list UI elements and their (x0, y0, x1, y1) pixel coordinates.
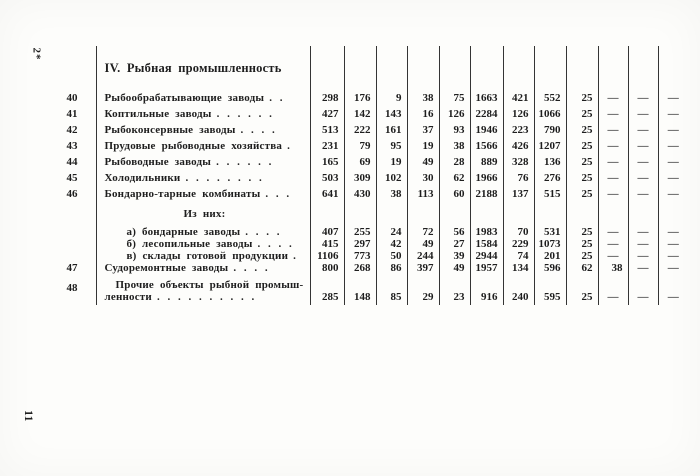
value-cell: 79 (344, 138, 376, 154)
value-cell: — (628, 90, 658, 106)
dot-leader: . . . . . . . . (185, 172, 262, 184)
row-label-cell (96, 154, 310, 170)
table-row (42, 138, 688, 154)
value-cell: 161 (376, 122, 407, 138)
value-cell: 126 (503, 106, 534, 122)
row-label-cell (96, 226, 310, 238)
value-cell: 27 (439, 238, 470, 250)
value-cell: 28 (439, 154, 470, 170)
value-cell: 328 (503, 154, 534, 170)
value-cell: 1946 (470, 122, 503, 138)
value-cell: — (667, 291, 679, 303)
value-cell (310, 202, 344, 226)
table-row (42, 170, 688, 186)
value-cell: — (628, 106, 658, 122)
row-number (42, 46, 96, 90)
value-cell: 2944 (470, 250, 503, 262)
value-cell: 552 (534, 90, 566, 106)
value-cell (598, 202, 628, 226)
value-cell (628, 46, 658, 90)
value-cell: 25 (566, 238, 598, 250)
table-row (42, 90, 688, 106)
value-cell: 223 (503, 122, 534, 138)
value-cell: 1983 (470, 226, 503, 238)
value-cell: — (628, 274, 658, 305)
value-cell: 70 (503, 226, 534, 238)
row-label: Рыбообрабатывающие заводы . . (104, 92, 283, 104)
row-number (42, 238, 96, 250)
value-cell: 25 (566, 226, 598, 238)
value-cell: 240 (503, 274, 534, 305)
value-cell: 407 (310, 226, 344, 238)
value-cell: 148 (344, 274, 376, 305)
dot-leader: . . . . . . . . . . (156, 290, 255, 303)
row-label-cell (96, 202, 310, 226)
table-row (42, 154, 688, 170)
value-cell: — (598, 138, 628, 154)
value-cell: 85 (376, 274, 407, 305)
row-label: а) бондарные заводы . . . . (126, 225, 280, 238)
value-cell: 136 (534, 154, 566, 170)
value-cell (407, 202, 439, 226)
value-cell: 1957 (470, 262, 503, 274)
value-cell (439, 202, 470, 226)
row-label-cell (96, 106, 310, 122)
row-label: Из них: (183, 208, 226, 220)
table-row (42, 106, 688, 122)
value-cell: — (628, 138, 658, 154)
dot-leader: . . . . . . (216, 156, 272, 168)
value-cell: 2284 (470, 106, 503, 122)
value-cell (534, 46, 566, 90)
value-cell: 1073 (534, 238, 566, 250)
value-cell: 113 (407, 186, 439, 202)
value-cell: — (598, 238, 628, 250)
row-label: б) лесопильные заводы . . . . (126, 237, 292, 250)
value-cell: 38 (376, 186, 407, 202)
value-cell: 76 (503, 170, 534, 186)
value-cell: — (667, 188, 679, 200)
value-cell: — (667, 237, 679, 250)
row-label-cell (96, 274, 310, 305)
value-cell: 25 (566, 122, 598, 138)
dot-leader: . . (269, 92, 283, 104)
value-cell: — (667, 261, 679, 274)
value-cell: — (667, 249, 679, 262)
table-row (42, 274, 688, 305)
value-cell: 38 (407, 90, 439, 106)
signature-mark: 2* (30, 47, 43, 61)
value-cell: 24 (376, 226, 407, 238)
value-cell: 23 (439, 274, 470, 305)
table-row (42, 250, 688, 262)
value-cell: — (598, 186, 628, 202)
value-cell: — (628, 154, 658, 170)
value-cell: 503 (310, 170, 344, 186)
value-cell: — (628, 226, 658, 238)
value-cell: 430 (344, 186, 376, 202)
row-label-cell (96, 186, 310, 202)
dot-leader: . . . . (245, 225, 280, 238)
row-number: 46 (66, 188, 78, 200)
row-number: 43 (66, 140, 78, 152)
value-cell: 421 (503, 90, 534, 106)
value-cell: — (628, 170, 658, 186)
value-cell: 39 (439, 250, 470, 262)
value-cell: 25 (566, 170, 598, 186)
value-cell: 102 (376, 170, 407, 186)
value-cell: 25 (566, 90, 598, 106)
value-cell: 773 (344, 250, 376, 262)
dot-leader: . (293, 249, 296, 262)
value-cell: 56 (439, 226, 470, 238)
value-cell: 49 (439, 262, 470, 274)
value-cell (344, 202, 376, 226)
value-cell: 255 (344, 226, 376, 238)
value-cell (628, 202, 658, 226)
row-label: Судоремонтные заводы . . . . (104, 261, 268, 274)
value-cell (376, 46, 407, 90)
value-cell: 29 (407, 274, 439, 305)
value-cell: 134 (503, 262, 534, 274)
row-label: Рыбоводные заводы . . . . . . (104, 156, 272, 168)
value-cell: 38 (439, 138, 470, 154)
value-cell: 16 (407, 106, 439, 122)
value-cell (566, 46, 598, 90)
value-cell: 86 (376, 262, 407, 274)
value-cell: 9 (376, 90, 407, 106)
value-cell: — (628, 238, 658, 250)
row-number: 42 (66, 124, 78, 136)
value-cell: 309 (344, 170, 376, 186)
value-cell: 143 (376, 106, 407, 122)
value-cell: — (667, 108, 679, 120)
row-label: Рыбоконсервные заводы . . . . (104, 124, 275, 136)
row-label-cell (96, 262, 310, 274)
value-cell: 800 (310, 262, 344, 274)
value-cell: 515 (534, 186, 566, 202)
value-cell: 297 (344, 238, 376, 250)
value-cell: — (628, 250, 658, 262)
value-cell: 25 (566, 138, 598, 154)
row-label: в) склады готовой продукции . (126, 249, 296, 262)
value-cell: 231 (310, 138, 344, 154)
value-cell (566, 202, 598, 226)
row-label-cell (96, 170, 310, 186)
value-cell: 75 (439, 90, 470, 106)
row-label: IV. Рыбная промышленность (104, 60, 282, 75)
row-label-cell (96, 250, 310, 262)
value-cell: — (598, 226, 628, 238)
row-label-cell (96, 90, 310, 106)
value-cell: — (598, 274, 628, 305)
table-row (42, 262, 688, 274)
value-cell: 93 (439, 122, 470, 138)
table-row (42, 46, 688, 90)
value-cell: 1106 (310, 250, 344, 262)
value-cell (310, 46, 344, 90)
value-cell: 285 (310, 274, 344, 305)
value-cell: 889 (470, 154, 503, 170)
dot-leader: . (287, 140, 290, 152)
value-cell: — (628, 122, 658, 138)
value-cell: 19 (407, 138, 439, 154)
row-label-cell (96, 46, 310, 90)
value-cell: 1066 (534, 106, 566, 122)
row-number: 48 (66, 282, 78, 294)
value-cell: — (598, 106, 628, 122)
value-cell: 137 (503, 186, 534, 202)
value-cell: 641 (310, 186, 344, 202)
value-cell: 60 (439, 186, 470, 202)
value-cell: 276 (534, 170, 566, 186)
row-label-cell (96, 122, 310, 138)
value-cell (658, 46, 688, 90)
value-cell: 95 (376, 138, 407, 154)
value-cell: 49 (407, 154, 439, 170)
row-label: Холодильники . . . . . . . . (104, 172, 262, 184)
dot-leader: . . . . (257, 237, 292, 250)
value-cell: 62 (566, 262, 598, 274)
value-cell: 513 (310, 122, 344, 138)
value-cell: 49 (407, 238, 439, 250)
value-cell: 19 (376, 154, 407, 170)
row-number: 47 (66, 261, 78, 274)
value-cell: — (598, 154, 628, 170)
value-cell (598, 46, 628, 90)
value-cell: 37 (407, 122, 439, 138)
statistics-table (42, 46, 688, 305)
value-cell: 415 (310, 238, 344, 250)
dot-leader: . . . . (240, 124, 275, 136)
value-cell: 30 (407, 170, 439, 186)
value-cell: 42 (376, 238, 407, 250)
row-label: Коптильные заводы . . . . . . (104, 108, 272, 120)
value-cell: 916 (470, 274, 503, 305)
value-cell: 595 (534, 274, 566, 305)
table-row (42, 202, 688, 226)
value-cell: 25 (566, 250, 598, 262)
value-cell: 50 (376, 250, 407, 262)
row-number (42, 250, 96, 262)
value-cell (439, 46, 470, 90)
value-cell: 25 (566, 274, 598, 305)
value-cell: 790 (534, 122, 566, 138)
value-cell: — (667, 92, 679, 104)
value-cell: 2188 (470, 186, 503, 202)
value-cell: — (628, 262, 658, 274)
value-cell: 62 (439, 170, 470, 186)
value-cell: 1966 (470, 170, 503, 186)
value-cell: 222 (344, 122, 376, 138)
value-cell: 426 (503, 138, 534, 154)
value-cell (470, 46, 503, 90)
row-number: 45 (66, 172, 78, 184)
value-cell: 176 (344, 90, 376, 106)
value-cell: 244 (407, 250, 439, 262)
value-cell: 229 (503, 238, 534, 250)
value-cell: 1663 (470, 90, 503, 106)
row-label-cell (96, 138, 310, 154)
page-number: 11 (21, 410, 34, 422)
value-cell: 201 (534, 250, 566, 262)
value-cell: 1207 (534, 138, 566, 154)
table-row (42, 238, 688, 250)
value-cell (407, 46, 439, 90)
value-cell: 72 (407, 226, 439, 238)
value-cell: 298 (310, 90, 344, 106)
value-cell: 25 (566, 186, 598, 202)
value-cell: 1566 (470, 138, 503, 154)
value-cell: — (667, 124, 679, 136)
value-cell (503, 46, 534, 90)
table-row (42, 186, 688, 202)
value-cell (658, 202, 688, 226)
dot-leader: . . . . (233, 261, 268, 274)
row-label-cell (96, 238, 310, 250)
value-cell: 596 (534, 262, 566, 274)
value-cell: 38 (598, 262, 628, 274)
row-number: 40 (66, 92, 78, 104)
row-number (42, 226, 96, 238)
value-cell: — (598, 122, 628, 138)
value-cell: 1584 (470, 238, 503, 250)
dot-leader: . . . (265, 188, 290, 200)
value-cell: — (598, 90, 628, 106)
row-number (42, 202, 96, 226)
value-cell (470, 202, 503, 226)
value-cell: 142 (344, 106, 376, 122)
value-cell: 427 (310, 106, 344, 122)
value-cell: — (667, 140, 679, 152)
row-label: Прочие объекты рыбной промыш- ленности . . . . . . . . . . (104, 279, 304, 303)
value-cell: — (667, 172, 679, 184)
row-label: Бондарно-тарные комбинаты . . . (104, 188, 290, 200)
value-cell: — (667, 156, 679, 168)
table-row (42, 226, 688, 238)
value-cell: 25 (566, 154, 598, 170)
row-number: 41 (66, 108, 78, 120)
value-cell: — (598, 170, 628, 186)
table-row (42, 122, 688, 138)
value-cell: — (628, 186, 658, 202)
value-cell: 165 (310, 154, 344, 170)
value-cell (534, 202, 566, 226)
value-cell: 25 (566, 106, 598, 122)
value-cell (344, 46, 376, 90)
value-cell (503, 202, 534, 226)
value-cell: 74 (503, 250, 534, 262)
table-body (42, 46, 688, 305)
value-cell (376, 202, 407, 226)
value-cell: 531 (534, 226, 566, 238)
value-cell: 69 (344, 154, 376, 170)
row-number: 44 (66, 156, 78, 168)
value-cell: 126 (439, 106, 470, 122)
value-cell: — (667, 225, 679, 238)
row-label: Прудовые рыбоводные хозяйства . (104, 140, 290, 152)
value-cell: 397 (407, 262, 439, 274)
value-cell: 268 (344, 262, 376, 274)
dot-leader: . . . . . . (216, 108, 272, 120)
value-cell: — (598, 250, 628, 262)
